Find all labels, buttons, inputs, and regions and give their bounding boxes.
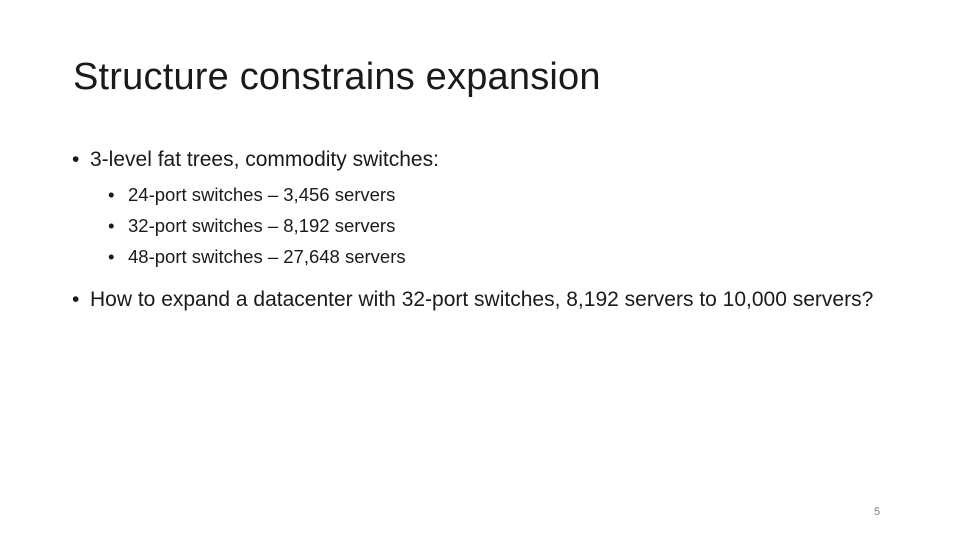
sub-bullet-text: 48-port switches – 27,648 servers bbox=[128, 246, 406, 267]
page-number: 5 bbox=[874, 506, 881, 518]
sub-bullet-text: 24-port switches – 3,456 servers bbox=[128, 184, 396, 205]
sub-bullet-item bbox=[72, 241, 892, 272]
sub-bullet-list bbox=[72, 179, 892, 272]
bullet-icon: • bbox=[108, 215, 115, 236]
sub-bullet-item bbox=[72, 210, 892, 241]
bullet-item bbox=[72, 286, 892, 313]
bullet-icon: • bbox=[72, 148, 80, 171]
bullet-text: 3-level fat trees, commodity switches: bbox=[90, 148, 439, 171]
bullet-item bbox=[72, 146, 892, 173]
sub-bullet-item bbox=[72, 179, 892, 210]
bullet-text: How to expand a datacenter with 32-port switches, 8,192 servers to 10,000 servers? bbox=[90, 288, 874, 311]
bullet-icon: • bbox=[108, 184, 115, 205]
sub-bullet-text: 32-port switches – 8,192 servers bbox=[128, 215, 396, 236]
slide-body bbox=[72, 146, 892, 313]
slide-title: Structure constrains expansion bbox=[73, 56, 601, 98]
bullet-icon: • bbox=[108, 246, 115, 267]
bullet-icon: • bbox=[72, 288, 80, 311]
